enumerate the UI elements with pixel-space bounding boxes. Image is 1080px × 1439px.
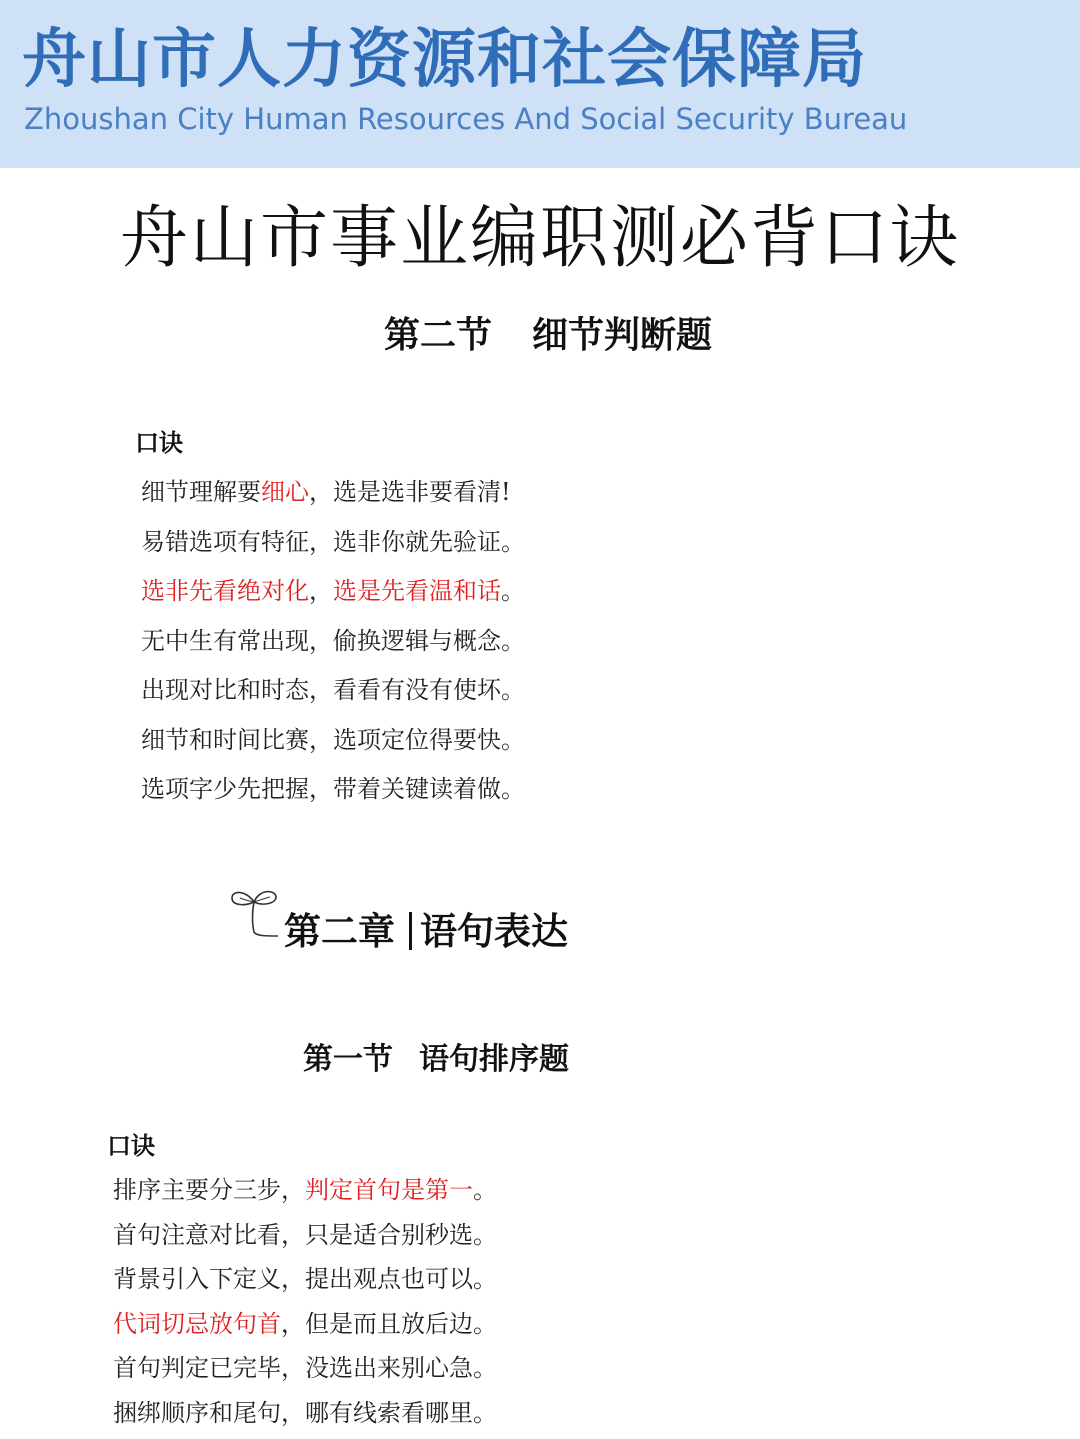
chapter-name: 语句表达 <box>420 910 568 953</box>
chapter-title <box>284 908 568 956</box>
mnemonic-line <box>141 472 525 522</box>
line-text: 细节理解要 <box>141 478 261 506</box>
mnemonic-line <box>113 1305 497 1350</box>
highlight-text: 选是先看温和话 <box>333 577 501 605</box>
bureau-name-cn: 舟山市人力资源和社会保障局 <box>22 23 867 97</box>
line-text: 易错选项有特征，选非你就先验证。 <box>141 527 525 556</box>
section-title <box>384 312 712 360</box>
bureau-name-en: Zhoushan City Human Resources And Social Security Bureau <box>24 102 908 136</box>
section-name: 细节判断题 <box>532 315 713 356</box>
line-text: ，选是选非要看清! <box>309 478 511 506</box>
line-text: ， <box>309 577 333 605</box>
section-number: 第一节 <box>303 1042 393 1077</box>
mnemonic-line <box>113 1394 497 1439</box>
mnemonic-line <box>113 1216 497 1261</box>
line-text: 首句注意对比看，只是适合别秒选。 <box>113 1220 497 1249</box>
document-title: 舟山市事业编职测必背口诀 <box>119 199 960 278</box>
line-text: 选项字少先把握，带着关键读着做。 <box>141 775 525 803</box>
highlight-text: 判定首句是第一 <box>305 1176 473 1204</box>
highlight-text: 代词切忌放句首 <box>113 1309 281 1338</box>
header-banner <box>0 0 1080 168</box>
line-text: 首句判定已完毕，没选出来别心急。 <box>113 1354 497 1382</box>
mnemonic-label: 口诀 <box>135 429 183 457</box>
mnemonic-label: 口诀 <box>107 1132 155 1160</box>
line-text: ，但是而且放后边。 <box>281 1309 497 1338</box>
highlight-text: 选非先看绝对化 <box>141 577 309 605</box>
section-title <box>303 1040 569 1080</box>
section-name: 语句排序题 <box>419 1042 569 1077</box>
line-text: 无中生有常出现，偷换逻辑与概念。 <box>141 626 525 655</box>
mnemonic-line <box>113 1349 497 1394</box>
chapter-divider <box>409 912 412 950</box>
chapter-heading <box>228 884 628 964</box>
highlight-text: 细心 <box>261 478 309 506</box>
line-text: 。 <box>501 577 525 605</box>
mnemonic-line <box>141 571 525 621</box>
line-text: 出现对比和时态，看看有没有使坏。 <box>141 676 525 704</box>
mnemonic-line <box>141 522 525 572</box>
line-text: 细节和时间比赛，选项定位得要快。 <box>141 725 525 754</box>
mnemonic-line <box>141 769 525 819</box>
mnemonic-line <box>141 621 525 671</box>
mnemonic-line <box>141 670 525 720</box>
section-number: 第二节 <box>384 315 493 356</box>
sprout-icon <box>228 884 284 944</box>
mnemonic-list <box>141 472 525 819</box>
line-text: 捆绑顺序和尾句，哪有线索看哪里。 <box>113 1398 497 1427</box>
line-text: 。 <box>473 1176 497 1204</box>
chapter-number: 第二章 <box>284 910 395 953</box>
line-text: 背景引入下定义，提出观点也可以。 <box>113 1265 497 1293</box>
mnemonic-list <box>113 1171 497 1438</box>
mnemonic-line <box>113 1260 497 1305</box>
mnemonic-line <box>141 720 525 770</box>
mnemonic-line <box>113 1171 497 1216</box>
line-text: 排序主要分三步， <box>113 1176 305 1204</box>
